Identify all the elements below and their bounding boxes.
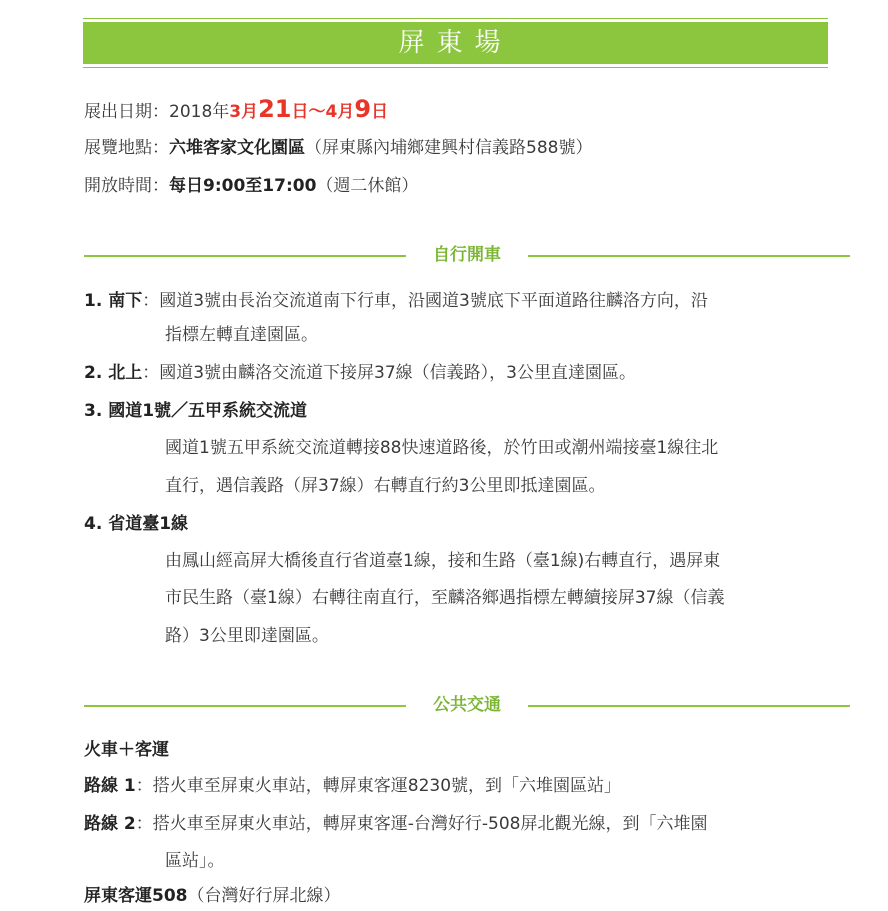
- hours-value: 每日9:00至17:00: [169, 176, 317, 196]
- provincial-line1: 由鳳山經高屏大橋後直行省道臺1線，接和生路（臺1線)右轉直行，遇屏東: [165, 551, 721, 571]
- opening-hours: [84, 171, 418, 196]
- dates-label: 展出日期：: [84, 102, 169, 122]
- south-label: 1. 南下: [84, 291, 143, 311]
- route-1: [84, 771, 621, 796]
- exhibition-dates: [84, 95, 388, 123]
- dates-day-start: 21: [258, 95, 292, 123]
- dates-separator: 日～4月: [291, 102, 355, 122]
- driving-south: [84, 286, 708, 311]
- provincial-heading: 4. 省道臺1線: [84, 514, 189, 534]
- driving-south-cont: 指標左轉直達園區。: [165, 325, 318, 345]
- dates-month-start: 3月: [229, 102, 259, 122]
- title-banner: [83, 18, 828, 68]
- banner-bottom-rule: [83, 67, 828, 68]
- venue-address: （屏東縣內埔鄉建興村信義路588號）: [305, 138, 593, 158]
- section-rule-right: [528, 705, 850, 707]
- highway1-line1: 國道1號五甲系統交流道轉接88快速道路後，於竹田或潮州端接臺1線往北: [165, 438, 719, 458]
- dates-suffix: 日: [371, 102, 389, 122]
- south-text: ：國道3號由長治交流道南下行車，沿國道3號底下平面道路往麟洛方向，沿: [142, 291, 708, 311]
- dates-year: 2018年: [169, 102, 230, 122]
- route2-label: 路線 2: [84, 814, 136, 834]
- north-text: ：國道3號由麟洛交流道下接屏37線（信義路），3公里直達園區。: [142, 363, 636, 383]
- bus-heading: 屏東客運508: [84, 886, 188, 906]
- north-label: 2. 北上: [84, 363, 143, 383]
- section-transit: [84, 695, 850, 715]
- section-title: 自行開車: [433, 245, 501, 265]
- hours-note: （週二休館）: [316, 176, 419, 196]
- venue-label: 展覽地點：: [84, 138, 169, 158]
- section-rule-right: [528, 255, 850, 257]
- provincial-line2: 市民生路（臺1線）右轉往南直行，至麟洛鄉遇指標左轉續接屏37線（信義: [165, 588, 725, 608]
- driving-north: [84, 358, 636, 383]
- highway1-heading: 3. 國道1號／五甲系統交流道: [84, 401, 308, 421]
- exhibition-venue: [84, 133, 592, 158]
- page-title: 屏東場: [83, 22, 828, 64]
- route-2-cont: 區站」。: [165, 851, 225, 871]
- bus-508: [84, 881, 341, 906]
- transit-heading: 火車＋客運: [84, 740, 169, 760]
- route-2: [84, 809, 707, 834]
- venue-name: 六堆客家文化園區: [169, 138, 305, 158]
- highway1-line2: 直行，遇信義路（屏37線）右轉直行約3公里即抵達園區。: [165, 476, 606, 496]
- bus-note: （台灣好行屏北線）: [187, 886, 341, 906]
- route1-text: ：搭火車至屏東火車站，轉屏東客運8230號，到「六堆園區站」: [135, 776, 622, 796]
- route1-label: 路線 1: [84, 776, 136, 796]
- route2-text: ：搭火車至屏東火車站，轉屏東客運-台灣好行-508屏北觀光線，到「六堆園: [135, 814, 708, 834]
- provincial-line3: 路）3公里即達園區。: [165, 626, 329, 646]
- section-title: 公共交通: [433, 695, 501, 715]
- dates-day-end: 9: [354, 95, 372, 123]
- banner-top-rule: [83, 18, 828, 19]
- hours-label: 開放時間：: [84, 176, 169, 196]
- section-driving: [84, 245, 850, 265]
